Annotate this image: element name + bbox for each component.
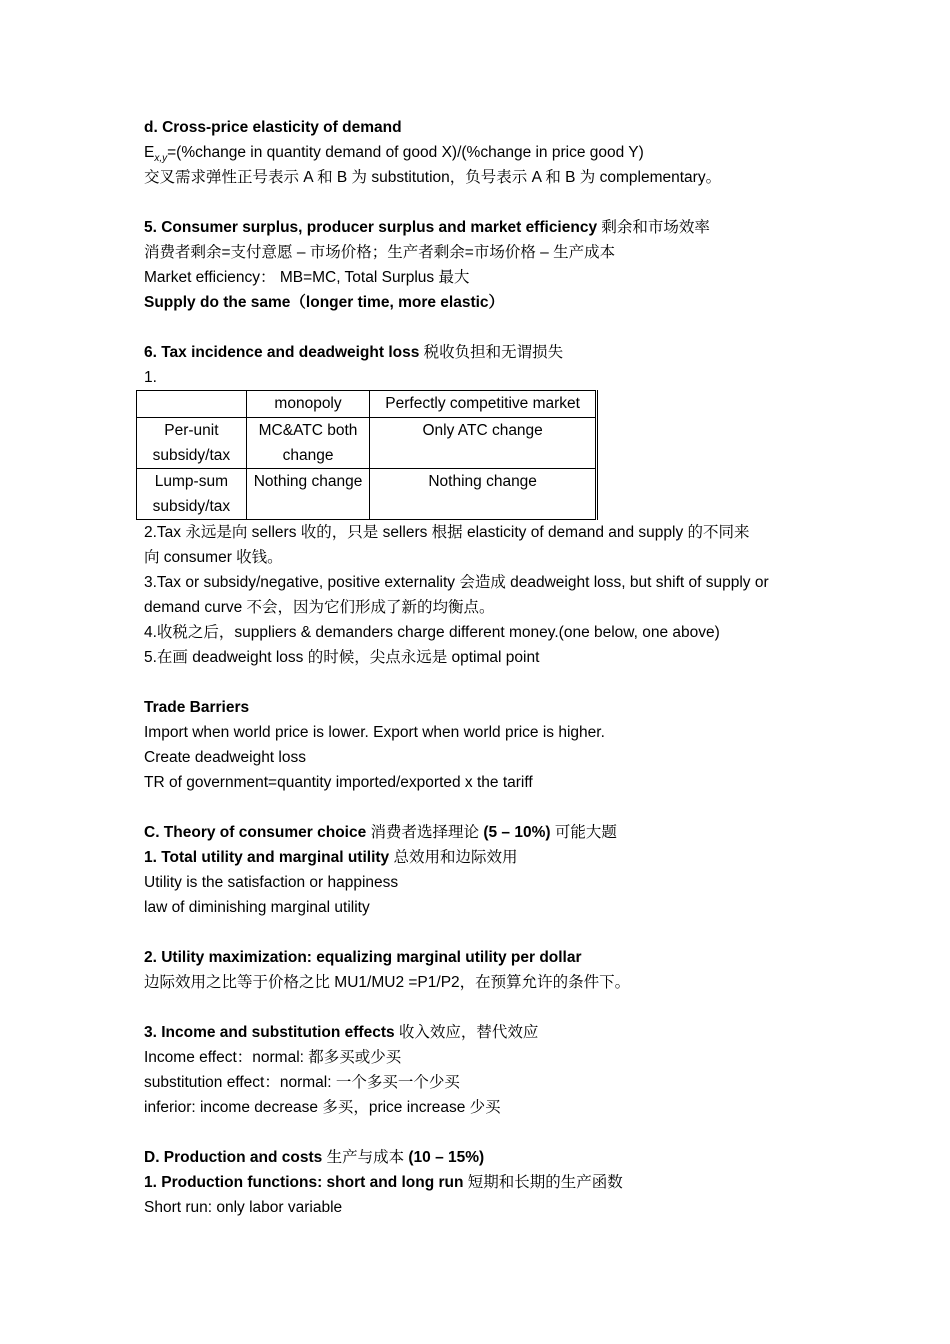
subsection-heading: 2. Utility maximization: equalizing marginal utility per dollar [144, 949, 582, 966]
paragraph: Import when world price is lower. Export when world price is higher. [144, 724, 605, 741]
table-header-cell: monopoly [246, 391, 370, 418]
heading-text: C. Theory of consumer choice [144, 824, 367, 841]
section-heading [144, 215, 824, 240]
heading-text: 6. Tax incidence and deadweight loss [144, 344, 420, 361]
formula-symbol: E [144, 144, 155, 161]
list-item: 1. [144, 369, 157, 386]
section-heading [144, 1145, 824, 1170]
heading-text: 1. Production functions: short and long run [144, 1174, 464, 1191]
table-cell: Nothing change [370, 469, 597, 520]
heading-text: 3. Income and substitution effects [144, 1024, 395, 1041]
heading-text: 1. Total utility and marginal utility [144, 849, 390, 866]
table-header-cell [137, 391, 247, 418]
paragraph: Create deadweight loss [144, 749, 306, 766]
table-row [137, 418, 597, 469]
subsection-heading [144, 1020, 824, 1045]
heading-cn: 税收负担和无谓损失 [419, 344, 564, 361]
list-item: 3.Tax or subsidy/negative, positive externality 会造成 deadweight loss, but shift of supply or [144, 574, 769, 591]
subsection-heading [144, 845, 824, 870]
paragraph: inferior: income decrease 多买，price increase 少买 [144, 1099, 501, 1116]
section-heading: Trade Barriers [144, 699, 250, 716]
heading-text: 5. Consumer surplus, producer surplus and market efficiency [144, 219, 598, 236]
table-cell: Lump-sum subsidy/tax [137, 469, 247, 520]
heading-cn: 剩余和市场效率 [597, 219, 710, 236]
paragraph: Market efficiency： MB=MC, Total Surplus 最大 [144, 269, 470, 286]
table-cell: Only ATC change [370, 418, 597, 469]
heading-text: D. Production and costs [144, 1149, 323, 1166]
heading-weight: (10 – 15%) [408, 1149, 485, 1166]
list-item: 2.Tax 永远是向 sellers 收的，只是 sellers 根据 elasticity of demand and supply 的不同来 [144, 524, 750, 541]
heading-weight: (5 – 10%) [483, 824, 551, 841]
table-cell: Nothing change [246, 469, 370, 520]
section-heading: d. Cross-price elasticity of demand [144, 119, 402, 136]
paragraph: Income effect：normal: 都多买或少买 [144, 1049, 402, 1066]
paragraph: TR of government=quantity imported/exported x the tariff [144, 774, 533, 791]
paragraph: 消费者剩余=支付意愿 – 市场价格；生产者剩余=市场价格 – 生产成本 [144, 244, 616, 261]
comparison-table [136, 390, 598, 520]
paragraph: Supply do the same（longer time, more elastic） [144, 294, 505, 311]
paragraph: substitution effect：normal: 一个多买一个少买 [144, 1074, 460, 1091]
list-item: 4.收税之后，suppliers & demanders charge different money.(one below, one above) [144, 624, 720, 641]
heading-cn: 短期和长期的生产函数 [463, 1174, 623, 1191]
paragraph: 边际效用之比等于价格之比 MU1/MU2 =P1/P2，在预算允许的条件下。 [144, 974, 631, 991]
paragraph: Short run: only labor variable [144, 1199, 343, 1216]
table-row [137, 469, 597, 520]
paragraph: law of diminishing marginal utility [144, 899, 370, 916]
paragraph: 交叉需求弹性正号表示 A 和 B 为 substitution，负号表示 A 和 B 为 complementary。 [144, 169, 722, 186]
subsection-heading [144, 1170, 824, 1195]
formula-text: =(%change in quantity demand of good X)/(%change in price good Y) [167, 144, 644, 161]
document-page [144, 115, 824, 1220]
list-item: 5.在画 deadweight loss 的时候，尖点永远是 optimal point [144, 649, 540, 666]
list-item-continued: demand curve 不会，因为它们形成了新的均衡点。 [144, 599, 495, 616]
heading-note: 可能大题 [550, 824, 617, 841]
list-item-continued: 向 consumer 收钱。 [144, 549, 283, 566]
heading-cn: 消费者选择理论 [366, 824, 484, 841]
table-header-cell: Perfectly competitive market [370, 391, 597, 418]
section-heading [144, 340, 824, 365]
table-cell: MC&ATC both change [246, 418, 370, 469]
heading-cn: 总效用和边际效用 [389, 849, 518, 866]
section-heading [144, 820, 824, 845]
paragraph: Utility is the satisfaction or happiness [144, 874, 399, 891]
heading-cn: 收入效应，替代效应 [394, 1024, 539, 1041]
heading-cn: 生产与成本 [322, 1149, 409, 1166]
table-cell: Per-unit subsidy/tax [137, 418, 247, 469]
formula-subscript: x,y [154, 153, 168, 164]
formula-line [144, 140, 824, 165]
table-header-row [137, 391, 597, 418]
